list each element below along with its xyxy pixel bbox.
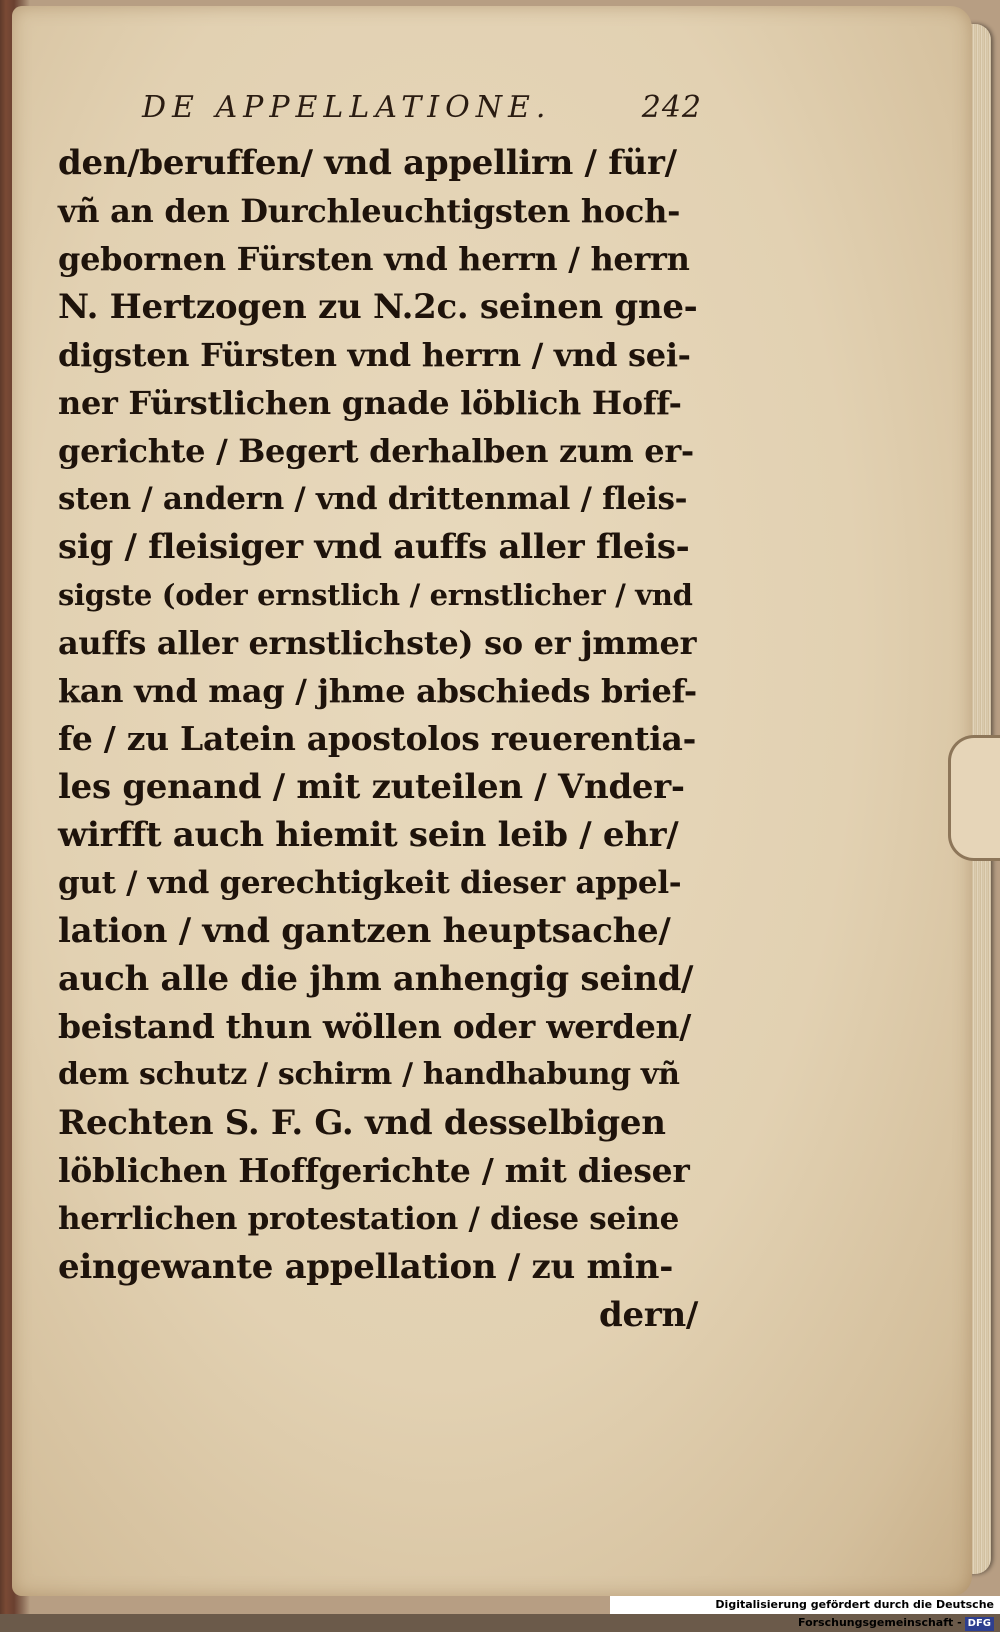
text-line: sigste (oder ernstlich / ernstlicher / vnd [58,578,693,612]
text-line: digsten Fürsten vnd herrn / vnd sei- [58,336,691,374]
text-line: gerichte / Begert derhalben zum er- [58,432,694,470]
text-line: les genand / mit zuteilen / Vnder- [58,767,685,807]
text-line: sig / fleisiger vnd auffs aller fleis- [58,527,690,567]
text-line: lation / vnd gantzen heuptsache/ [58,911,671,951]
text-line: ner Fürstlichen gnade löblich Hoff- [58,384,682,422]
footer-text: Digitalisierung gefördert durch die Deutsche Forschungsgemeinschaft - [715,1598,994,1629]
text-line: dem schutz / schirm / handhabung vñ [58,1057,680,1092]
text-line: beistand thun wöllen oder werden/ [58,1007,692,1046]
page-number: 242 [641,90,702,125]
dfg-logo: DFG [965,1617,994,1631]
text-line: fe / zu Latein apostolos reuerentia- [58,719,697,758]
running-head-title: DE APPELLATIONE. [142,90,552,125]
text-line: kan vnd mag / jhme abschieds brief- [58,672,697,710]
text-line: auch alle die jhm anhengig seind/ [58,959,694,999]
text-line: den/beruffen/ vnd appellirn / für/ [58,143,677,183]
text-line: Rechten S. F. G. vnd desselbigen [58,1103,666,1143]
digitization-footer [610,1596,1000,1629]
text-line: sten / andern / vnd drittenmal / fleis- [58,481,688,517]
text-line: gut / vnd gerechtigkeit dieser appel- [58,865,682,901]
running-head [142,90,702,130]
catchword: dern/ [599,1295,698,1335]
text-line: eingewante appellation / zu min- [58,1247,674,1287]
text-line: N. Hertzogen zu N.2c. seinen gne- [58,287,698,327]
page-clip [948,735,1000,861]
text-line: löblichen Hoffgerichte / mit dieser [58,1151,690,1190]
text-line: wirfft auch hiemit sein leib / ehr/ [58,815,679,855]
text-line: vñ an den Durchleuchtigsten hoch- [58,192,681,230]
text-line: auffs aller ernstlichste) so er jmmer [58,624,697,662]
text-line: gebornen Fürsten vnd herrn / herrn [58,240,690,278]
text-line: herrlichen protestation / diese seine [58,1201,680,1237]
